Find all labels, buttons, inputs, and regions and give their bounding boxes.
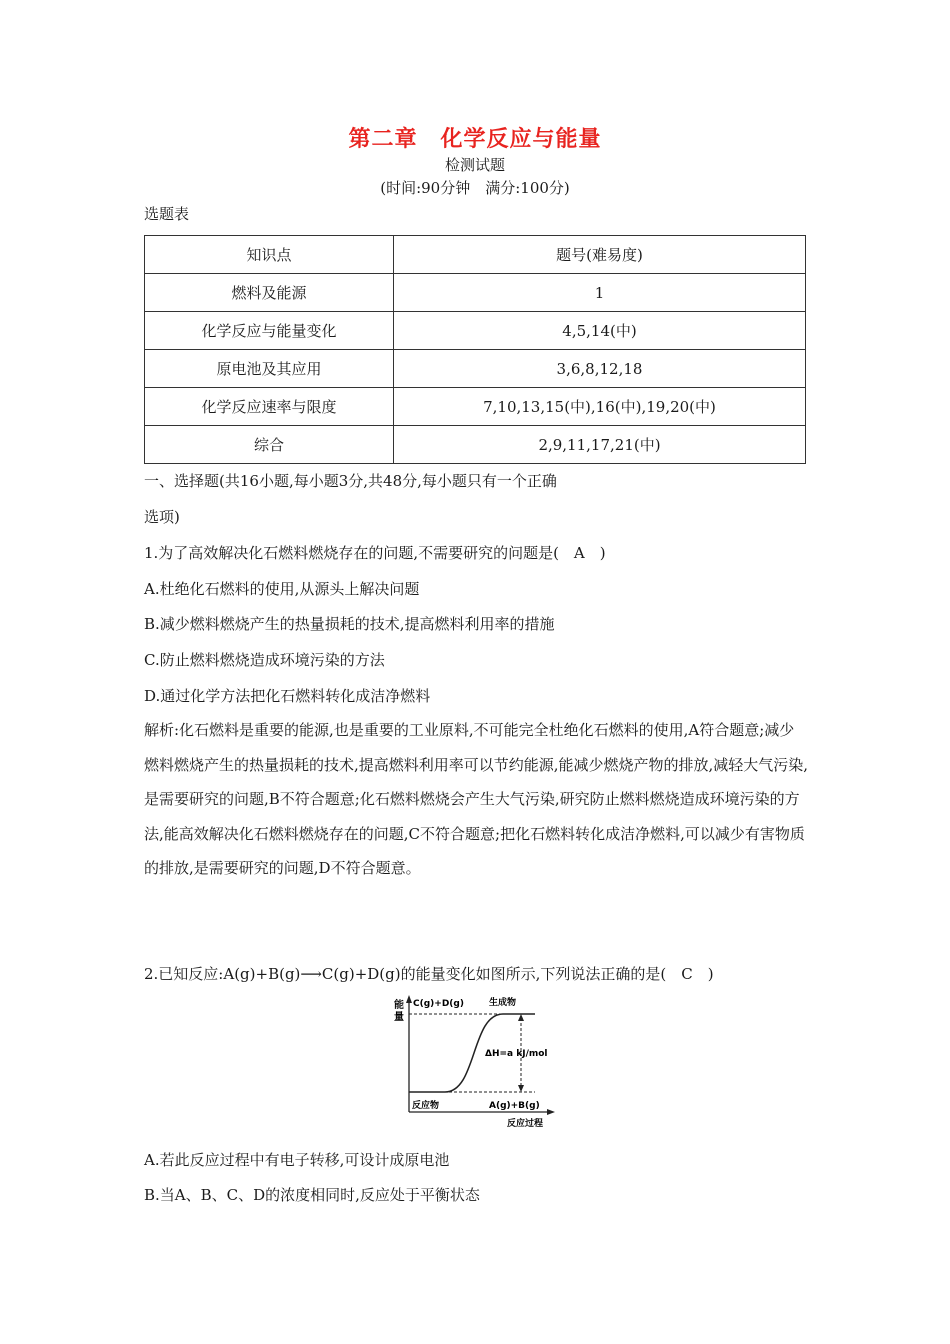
delta-h-arrow-up xyxy=(518,1014,524,1021)
y-axis-label-2: 量 xyxy=(394,1012,404,1023)
q1-option-d: D.通过化学方法把化石燃料转化成洁净燃料 xyxy=(144,687,431,705)
question-1-stem: 1.为了高效解决化石燃料燃烧存在的问题,不需要研究的问题是( A ) xyxy=(144,544,606,562)
section-heading: 一、选择题(共16小题,每小题3分,共48分,每小题只有一个正确 xyxy=(144,472,557,490)
delta-h-arrow-down xyxy=(518,1085,524,1092)
table-cell: 1 xyxy=(394,274,806,312)
bottom-label: A(g)+B(g) xyxy=(489,1101,540,1111)
table-label: 选题表 xyxy=(144,205,190,223)
product-label: 生成物 xyxy=(489,998,517,1008)
q2-option-b: B.当A、B、C、D的浓度相同时,反应处于平衡状态 xyxy=(144,1186,480,1204)
table-cell: 7,10,13,15(中),16(中),19,20(中) xyxy=(394,388,806,426)
delta-h-label: ΔH=a kJ/mol xyxy=(485,1049,548,1059)
y-axis-label-1: 能 xyxy=(394,1000,404,1011)
x-axis-label: 反应过程 xyxy=(507,1119,544,1129)
table-cell: 原电池及其应用 xyxy=(145,350,394,388)
x-axis-arrow xyxy=(547,1109,555,1115)
q1-analysis: 解析:化石燃料是重要的能源,也是重要的工业原料,不可能完全杜绝化石燃料的使用,A符合题意;减少燃料燃烧产生的热量损耗的技术,提高燃料利用率可以节约能源,能减少燃烧产物的排放,减轻大气污染,是需要研究的问题,B不符合题意;化石燃料燃烧会产生大气污染,研究防止燃料燃烧造成环境污染的方法,能高效解决化石燃料燃烧存在的问题,C不符合题意;把化石燃料转化成洁净燃料,可以减少有害物质的排放,是需要研究的问题,D不符合题意。 xyxy=(144,721,809,877)
table-row xyxy=(145,312,806,350)
table-cell: 化学反应与能量变化 xyxy=(145,312,394,350)
subtitle: 检测试题 xyxy=(444,156,505,174)
table-header: 题号(难易度) xyxy=(394,236,806,274)
q1-option-b: B.减少燃料燃烧产生的热量损耗的技术,提高燃料利用率的措施 xyxy=(144,615,555,633)
table-header-row xyxy=(145,236,806,274)
table-cell: 综合 xyxy=(145,426,394,464)
energy-diagram xyxy=(385,992,575,1132)
table-cell: 化学反应速率与限度 xyxy=(145,388,394,426)
table-row xyxy=(145,388,806,426)
reactant-label: 反应物 xyxy=(412,1101,440,1111)
table-cell: 燃料及能源 xyxy=(145,274,394,312)
section-heading-cont: 选项) xyxy=(144,508,180,526)
table-cell: 2,9,11,17,21(中) xyxy=(394,426,806,464)
table-cell: 3,6,8,12,18 xyxy=(394,350,806,388)
chapter-title: 第二章 化学反应与能量 xyxy=(348,127,602,152)
q1-option-c: C.防止燃料燃烧造成环境污染的方法 xyxy=(144,651,385,669)
q1-option-a: A.杜绝化石燃料的使用,从源头上解决问题 xyxy=(144,580,420,598)
y-axis-arrow xyxy=(406,995,412,1003)
table-row xyxy=(145,274,806,312)
table-row xyxy=(145,426,806,464)
table-header: 知识点 xyxy=(145,236,394,274)
top-label: C(g)+D(g) xyxy=(413,999,464,1009)
time-info: (时间:90分钟 满分:100分) xyxy=(380,179,570,197)
topic-table xyxy=(144,235,806,464)
table-row xyxy=(145,350,806,388)
table-cell: 4,5,14(中) xyxy=(394,312,806,350)
q2-option-a: A.若此反应过程中有电子转移,可设计成原电池 xyxy=(144,1151,450,1169)
question-2-stem: 2.已知反应:A(g)+B(g)⟶C(g)+D(g)的能量变化如图所示,下列说法正确的是( C ) xyxy=(144,965,714,983)
